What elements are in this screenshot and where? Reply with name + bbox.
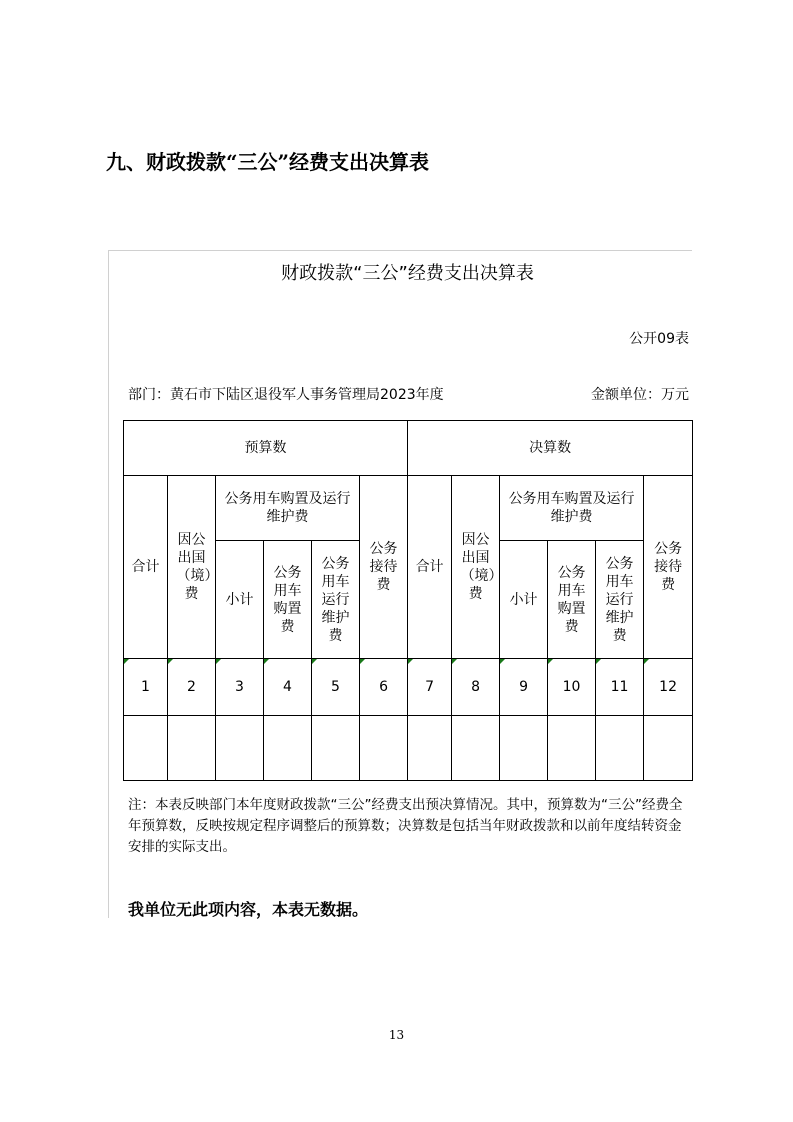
cell-marker — [360, 659, 365, 664]
column-number: 2 — [187, 679, 196, 695]
page-number: 13 — [388, 1028, 405, 1042]
final-operation-header — [596, 541, 644, 659]
final-subtotal-header: 小计 — [500, 541, 548, 659]
cell-marker — [168, 659, 173, 664]
header-text: 合计 — [131, 559, 160, 575]
budget-purchase-header — [264, 541, 312, 659]
cell-marker — [644, 659, 649, 664]
value-cell — [644, 716, 693, 781]
no-data-statement: 我单位无此项内容，本表无数据。 — [128, 900, 369, 919]
amount-unit-label: 金额单位：万元 — [591, 387, 689, 403]
value-cell — [408, 716, 452, 781]
budget-abroad-header — [168, 476, 219, 659]
column-number-cell — [644, 659, 693, 716]
column-number: 11 — [610, 679, 629, 695]
table-note: 注：本表反映部门本年度财政拨款“三公”经费支出预决算情况。其中，预算数为“三公”经费全年预算数，反映按规定程序调整后的预算数；决算数是包括当年财政拨款和以前年度结转资金安排的实际支出。 — [128, 797, 683, 855]
column-number-cell — [548, 659, 596, 716]
header-text: 公务用车购置费 — [273, 564, 302, 635]
department-label: 部门：黄石市下陆区退役军人事务管理局2023年度 — [128, 387, 444, 403]
column-number-cell — [500, 659, 548, 716]
cell-marker — [500, 659, 505, 664]
value-cell — [168, 716, 216, 781]
value-cell — [452, 716, 500, 781]
header-text: 因公出国（境）费 — [460, 532, 503, 602]
budget-group-header: 预算数 — [124, 421, 408, 476]
budget-reception-header — [360, 476, 408, 659]
column-number-cell — [216, 659, 264, 716]
value-cell — [596, 716, 644, 781]
column-number-cell — [124, 659, 168, 716]
value-cell — [124, 716, 168, 781]
header-text: 合计 — [415, 559, 444, 575]
final-reception-header — [644, 476, 693, 659]
value-cell — [548, 716, 596, 781]
column-number: 3 — [235, 679, 244, 695]
column-number-cell — [596, 659, 644, 716]
cell-marker — [596, 659, 601, 664]
table-code: 公开09表 — [629, 331, 689, 347]
value-cell — [360, 716, 408, 781]
cell-marker — [452, 659, 457, 664]
cell-marker — [548, 659, 553, 664]
header-text: 公务用车运行维护费 — [605, 555, 634, 644]
column-number-cell — [408, 659, 452, 716]
value-cell — [216, 716, 264, 781]
table-title: 财政拨款“三公”经费支出决算表 — [281, 263, 534, 284]
budget-operation-header — [312, 541, 360, 659]
column-number: 8 — [471, 679, 481, 695]
final-abroad-header — [452, 476, 503, 659]
cell-marker — [312, 659, 317, 664]
column-number-cell — [168, 659, 216, 716]
page-heading: 九、财政拨款“三公”经费支出决算表 — [106, 150, 430, 174]
cell-marker — [264, 659, 269, 664]
cell-marker — [216, 659, 221, 664]
column-number-cell — [264, 659, 312, 716]
final-total-header — [408, 476, 452, 659]
final-purchase-header — [548, 541, 596, 659]
value-cell — [264, 716, 312, 781]
cell-marker — [124, 659, 129, 664]
column-number: 7 — [425, 679, 435, 695]
column-number-cell — [452, 659, 500, 716]
value-cell — [312, 716, 360, 781]
column-number: 5 — [331, 679, 340, 695]
value-cell — [500, 716, 548, 781]
final-vehicle-header: 公务用车购置及运行维护费 — [500, 476, 644, 541]
budget-subtotal-header: 小计 — [216, 541, 264, 659]
three-public-expense-table — [123, 420, 693, 781]
header-text: 因公出国（境）费 — [176, 532, 219, 602]
column-number-cell — [312, 659, 360, 716]
column-number: 10 — [562, 679, 581, 695]
header-text: 公务接待费 — [654, 541, 683, 593]
column-number: 9 — [519, 679, 529, 695]
frame-top-line — [108, 250, 692, 251]
budget-total-header — [124, 476, 168, 659]
final-group-header: 决算数 — [408, 421, 693, 476]
column-number: 4 — [283, 679, 292, 695]
header-text: 公务用车运行维护费 — [321, 555, 350, 644]
column-number: 1 — [141, 679, 150, 695]
budget-vehicle-header: 公务用车购置及运行维护费 — [216, 476, 360, 541]
column-number-cell — [360, 659, 408, 716]
frame-left-line — [108, 250, 109, 918]
header-text: 公务用车购置费 — [557, 564, 586, 635]
column-number: 12 — [659, 679, 677, 695]
column-number: 6 — [379, 679, 388, 695]
cell-marker — [408, 659, 413, 664]
header-text: 公务接待费 — [369, 541, 398, 593]
